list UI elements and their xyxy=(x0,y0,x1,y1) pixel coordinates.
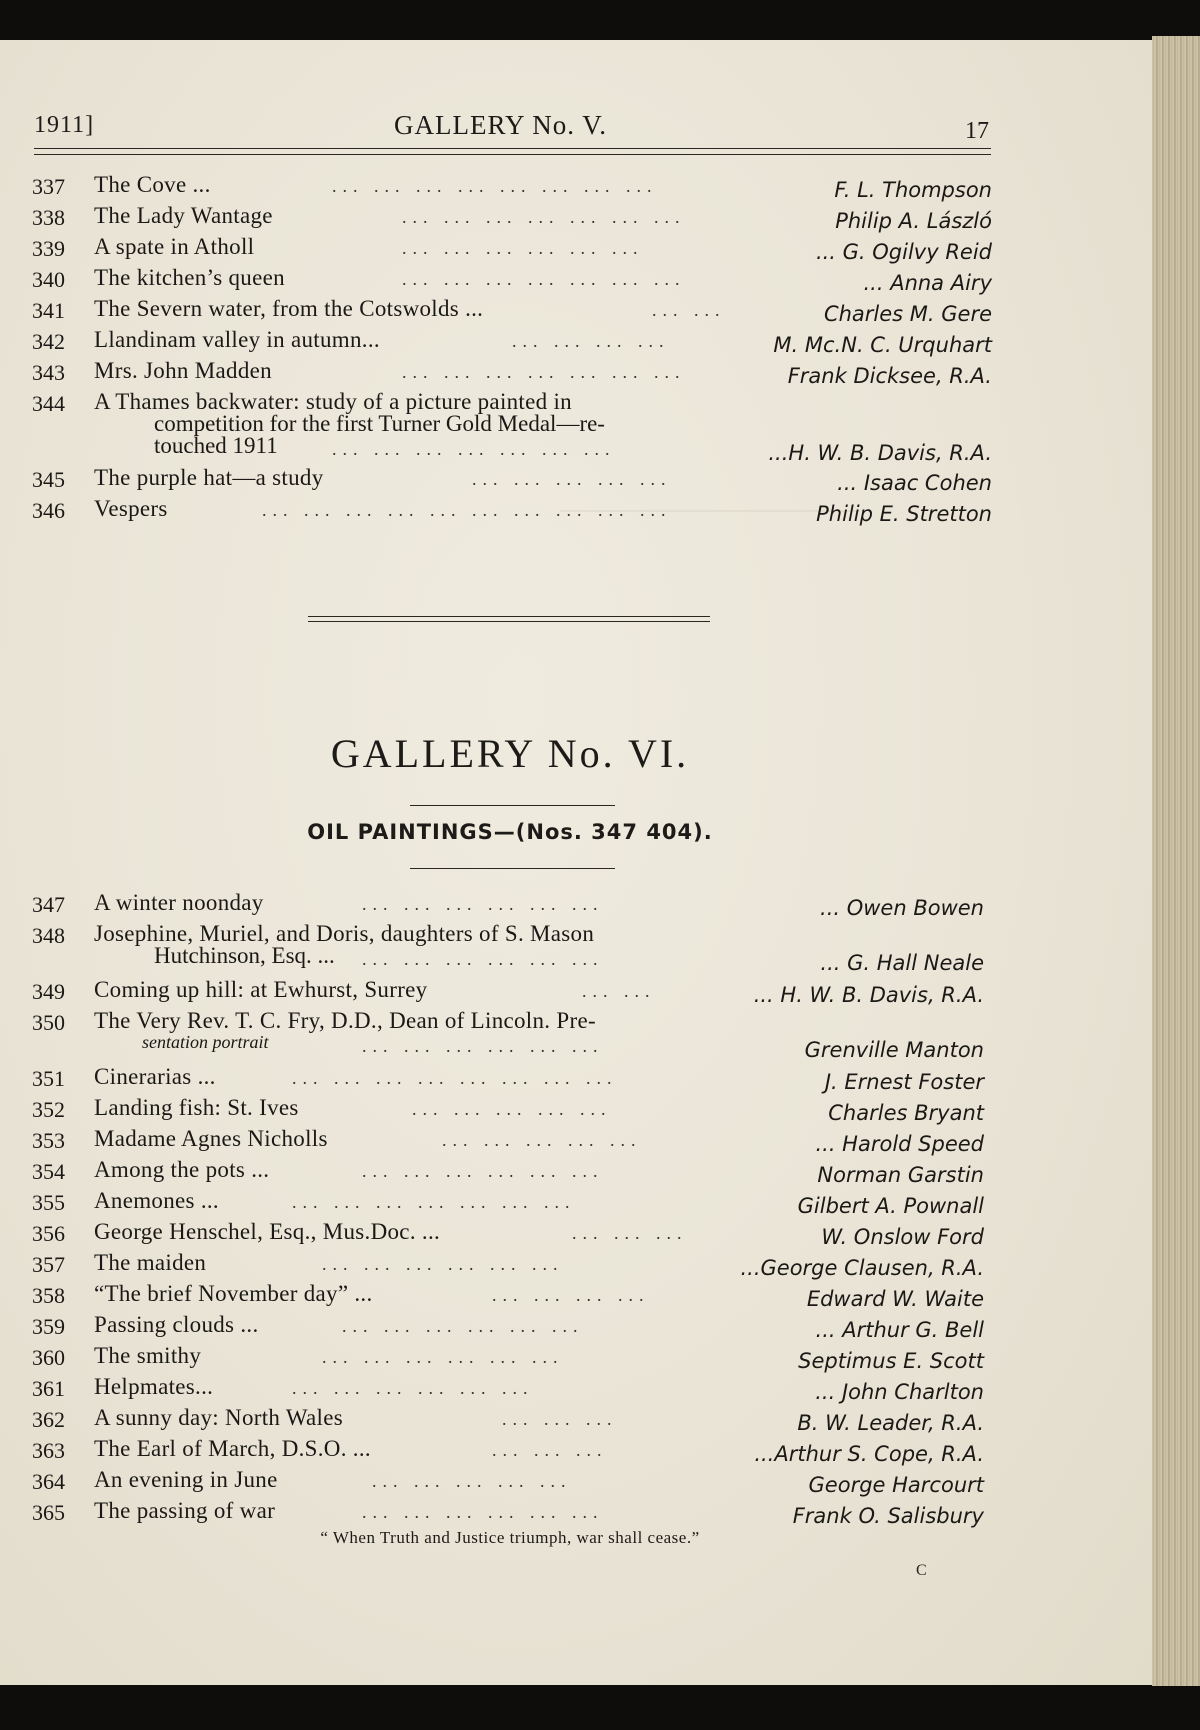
entry-number: 338 xyxy=(32,205,65,230)
leader-dots: ... ... ... ... ... ... ... xyxy=(402,207,686,227)
leader-dots: ... ... ... ... ... ... ... xyxy=(402,269,686,289)
entry-title: “The brief November day” ... xyxy=(94,1281,373,1306)
entry-number: 356 xyxy=(32,1221,65,1246)
list-item xyxy=(32,921,984,977)
entry-artist: ... John Charlton xyxy=(815,1380,984,1404)
list-item xyxy=(32,1281,984,1312)
entry-artist: J. Ernest Foster xyxy=(824,1070,984,1094)
signature-mark: C xyxy=(916,1562,927,1579)
list-item xyxy=(32,1467,984,1498)
entry-title: Cinerarias ... xyxy=(94,1064,216,1089)
entry-artist: Charles Bryant xyxy=(828,1101,984,1125)
entry-title: A Thames backwater: study of a picture painted in xyxy=(94,389,572,414)
list-item xyxy=(32,358,992,389)
entry-artist: ... H. W. B. Davis, R.A. xyxy=(753,983,984,1007)
entry-number: 350 xyxy=(32,1010,65,1035)
leader-dots: ... ... ... ... ... ... xyxy=(322,1254,564,1274)
entry-number: 359 xyxy=(32,1314,65,1339)
entry-number: 353 xyxy=(32,1128,65,1153)
entry-title: Anemones ... xyxy=(94,1188,219,1213)
list-item xyxy=(32,1498,984,1529)
list-item xyxy=(32,1250,984,1281)
entry-title: The purple hat—a study xyxy=(94,465,324,490)
leader-dots: ... ... ... ... ... xyxy=(442,1130,642,1150)
entry-artist: Norman Garstin xyxy=(817,1163,984,1187)
leader-dots: ... ... ... ... ... ... ... ... ... ... xyxy=(262,500,672,520)
entry-number: 364 xyxy=(32,1469,65,1494)
list-item xyxy=(32,890,984,921)
entry-title: The Cove ... xyxy=(94,172,211,197)
leader-dots: ... ... ... ... ... ... xyxy=(362,1036,604,1056)
entry-number: 347 xyxy=(32,892,65,917)
subhead-rule xyxy=(410,868,615,869)
list-item xyxy=(32,1405,984,1436)
entry-title: Landing fish: St. Ives xyxy=(94,1095,299,1120)
entry-title: Madame Agnes Nicholls xyxy=(94,1126,328,1151)
entry-title: The maiden xyxy=(94,1250,207,1275)
entry-number: 344 xyxy=(32,391,65,416)
entry-title: Vespers xyxy=(94,496,168,521)
entry-artist: ... Isaac Cohen xyxy=(837,471,992,495)
entry-title: The smithy xyxy=(94,1343,202,1368)
list-item xyxy=(32,1374,984,1405)
entry-title: The Very Rev. T. C. Fry, D.D., Dean of Lincoln. Pre- xyxy=(94,1008,596,1033)
leader-dots: ... ... ... ... ... xyxy=(472,469,672,489)
leader-dots: ... ... ... ... xyxy=(512,331,670,351)
entry-artist: Edward W. Waite xyxy=(806,1287,984,1311)
leader-dots: ... ... ... ... ... ... xyxy=(402,238,644,258)
leader-dots: ... ... xyxy=(582,981,656,1001)
leader-dots: ... ... ... ... ... ... ... xyxy=(402,362,686,382)
entry-number: 339 xyxy=(32,236,65,261)
entry-artist: ... Harold Speed xyxy=(815,1132,984,1156)
entry-number: 352 xyxy=(32,1097,65,1122)
gallery-vi-subhead: OIL PAINTINGS—(Nos. 347 404). xyxy=(307,820,713,844)
entry-artist: Philip A. László xyxy=(835,209,992,233)
section-divider xyxy=(308,616,710,617)
entry-artist: ... G. Ogilvy Reid xyxy=(815,240,992,264)
leader-dots: ... ... ... ... ... ... ... ... xyxy=(292,1068,618,1088)
list-item xyxy=(32,465,992,496)
leader-dots: ... ... ... ... ... xyxy=(412,1099,612,1119)
list-item xyxy=(32,1095,984,1126)
entry-number: 362 xyxy=(32,1407,65,1432)
entry-title: Mrs. John Madden xyxy=(94,358,272,383)
list-item xyxy=(32,977,984,1008)
list-item xyxy=(32,1436,984,1467)
entry-number: 349 xyxy=(32,979,65,1004)
entry-title: Passing clouds ... xyxy=(94,1312,259,1337)
entry-artist: ...H. W. B. Davis, R.A. xyxy=(768,441,992,465)
entry-number: 346 xyxy=(32,498,65,523)
entry-title: A winter noonday xyxy=(94,890,264,915)
title-rule xyxy=(410,805,615,806)
entry-title-line2: sentation portrait xyxy=(142,1032,269,1052)
entry-title: An evening in June xyxy=(94,1467,278,1492)
entry-title: Coming up hill: at Ewhurst, Surrey xyxy=(94,977,428,1002)
page-edge xyxy=(1152,36,1200,1686)
entry-number: 357 xyxy=(32,1252,65,1277)
entry-title: The Severn water, from the Cotswolds ... xyxy=(94,296,484,321)
epigraph-quote: “ When Truth and Justice triumph, war shall cease.” xyxy=(320,1528,700,1547)
entry-number: 363 xyxy=(32,1438,65,1463)
leader-dots: ... ... ... ... xyxy=(492,1285,650,1305)
leader-dots: ... ... ... ... ... ... xyxy=(362,949,604,969)
leader-dots: ... ... ... ... ... ... ... xyxy=(332,439,616,459)
entry-number: 345 xyxy=(32,467,65,492)
leader-dots: ... ... xyxy=(652,300,726,320)
entry-title: The kitchen’s queen xyxy=(94,265,285,290)
gallery-vi-title: GALLERY No. VI. xyxy=(330,731,690,776)
list-item xyxy=(32,172,992,203)
list-item xyxy=(32,265,992,296)
entry-title: Josephine, Muriel, and Doris, daughters of S. Mason xyxy=(94,921,595,946)
entry-title: A spate in Atholl xyxy=(94,234,255,259)
list-item xyxy=(32,203,992,234)
entry-number: 351 xyxy=(32,1066,65,1091)
entry-artist: ... Owen Bowen xyxy=(820,896,984,920)
entry-title: Helpmates... xyxy=(94,1374,214,1399)
list-item xyxy=(32,496,992,527)
entry-artist: Septimus E. Scott xyxy=(798,1349,984,1373)
header-double-rule xyxy=(34,148,991,155)
leader-dots: ... ... ... xyxy=(492,1440,608,1460)
entry-artist: Charles M. Gere xyxy=(823,302,992,326)
list-item xyxy=(32,1343,984,1374)
leader-dots: ... ... ... ... ... ... xyxy=(362,1161,604,1181)
list-item xyxy=(32,1126,984,1157)
leader-dots: ... ... ... xyxy=(572,1223,688,1243)
entry-number: 342 xyxy=(32,329,65,354)
list-item xyxy=(32,234,992,265)
leader-dots: ... ... ... ... ... ... ... xyxy=(292,1192,576,1212)
list-item xyxy=(32,296,992,327)
leader-dots: ... ... ... xyxy=(502,1409,618,1429)
entry-title: George Henschel, Esq., Mus.Doc. ... xyxy=(94,1219,441,1244)
leader-dots: ... ... ... ... ... ... xyxy=(362,1502,604,1522)
entry-artist: Frank O. Salisbury xyxy=(792,1504,984,1528)
entry-number: 341 xyxy=(32,298,65,323)
header-year: 1911] xyxy=(34,112,95,138)
section-divider xyxy=(308,621,710,622)
entry-number: 355 xyxy=(32,1190,65,1215)
entry-title-line2: competition for the first Turner Gold Medal—re- xyxy=(154,411,605,436)
entry-title: A sunny day: North Wales xyxy=(94,1405,343,1430)
entry-artist: George Harcourt xyxy=(808,1473,984,1497)
list-item xyxy=(32,327,992,358)
entry-artist: M. Mc.N. C. Urquhart xyxy=(773,333,992,357)
leader-dots: ... ... ... ... ... ... xyxy=(342,1316,584,1336)
entry-artist: ...Arthur S. Cope, R.A. xyxy=(754,1442,984,1466)
entry-artist: ...George Clausen, R.A. xyxy=(740,1256,984,1280)
entry-artist: Philip E. Stretton xyxy=(816,502,992,526)
list-item xyxy=(32,1188,984,1219)
entry-artist: W. Onslow Ford xyxy=(821,1225,984,1249)
gallery-vi-list xyxy=(32,890,984,1529)
leader-dots: ... ... ... ... ... ... ... ... xyxy=(332,176,658,196)
entry-number: 358 xyxy=(32,1283,65,1308)
entry-number: 365 xyxy=(32,1500,65,1525)
list-item xyxy=(32,389,992,465)
entry-number: 361 xyxy=(32,1376,65,1401)
leader-dots: ... ... ... ... ... ... xyxy=(362,894,604,914)
list-item xyxy=(32,1157,984,1188)
entry-artist: ... G. Hall Neale xyxy=(820,951,984,975)
leader-dots: ... ... ... ... ... xyxy=(372,1471,572,1491)
leader-dots: ... ... ... ... ... ... xyxy=(322,1347,564,1367)
list-item xyxy=(32,1064,984,1095)
entry-artist: Gilbert A. Pownall xyxy=(797,1194,984,1218)
list-item xyxy=(32,1312,984,1343)
list-item xyxy=(32,1008,984,1064)
entry-number: 354 xyxy=(32,1159,65,1184)
entry-artist: B. W. Leader, R.A. xyxy=(797,1411,984,1435)
entry-title: The Lady Wantage xyxy=(94,203,273,228)
entry-number: 337 xyxy=(32,174,65,199)
entry-title: Among the pots ... xyxy=(94,1157,270,1182)
entry-title: The passing of war xyxy=(94,1498,276,1523)
entry-artist: F. L. Thompson xyxy=(834,178,992,202)
gallery-v-list xyxy=(32,172,992,527)
entry-artist: ... Arthur G. Bell xyxy=(815,1318,984,1342)
header-title: GALLERY No. V. xyxy=(394,110,608,140)
entry-number: 343 xyxy=(32,360,65,385)
entry-number: 340 xyxy=(32,267,65,292)
header-page-number: 17 xyxy=(965,118,989,144)
entry-artist: ... Anna Airy xyxy=(863,271,992,295)
page-header xyxy=(34,110,994,150)
entry-title-line3: touched 1911 xyxy=(154,433,278,458)
leader-dots: ... ... ... ... ... ... xyxy=(292,1378,534,1398)
entry-title: The Earl of March, D.S.O. ... xyxy=(94,1436,371,1461)
entry-title: Llandinam valley in autumn... xyxy=(94,327,380,352)
list-item xyxy=(32,1219,984,1250)
entry-number: 360 xyxy=(32,1345,65,1370)
entry-artist: Grenville Manton xyxy=(804,1038,984,1062)
entry-number: 348 xyxy=(32,923,65,948)
entry-title-line2: Hutchinson, Esq. ... xyxy=(154,943,335,968)
entry-artist: Frank Dicksee, R.A. xyxy=(787,364,992,388)
